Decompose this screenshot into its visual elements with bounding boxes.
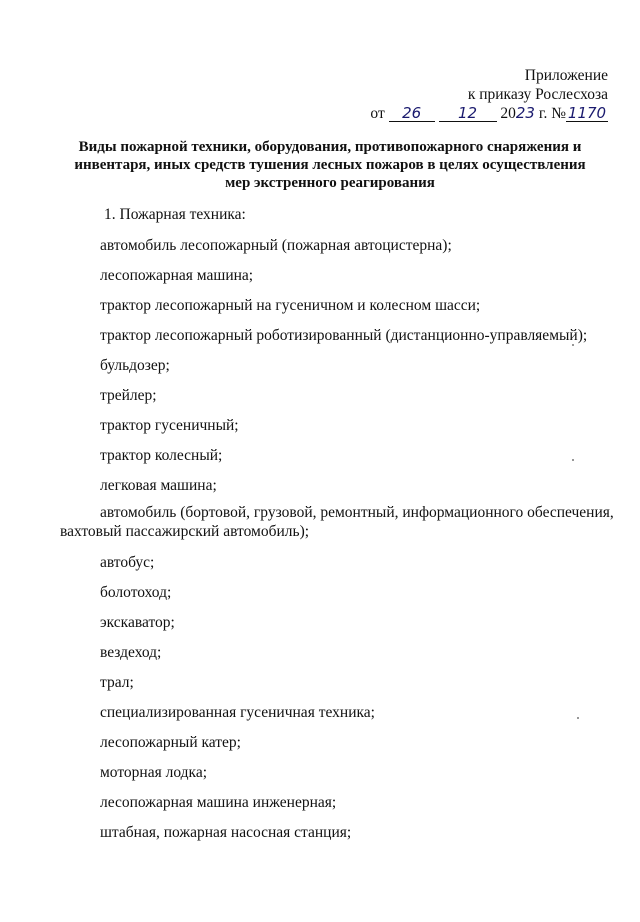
scan-speck [577, 717, 579, 719]
year-mark: г. № [538, 105, 566, 122]
list-item: специализированная гусеничная техника; [100, 704, 375, 721]
date-month-field [439, 106, 497, 122]
list-item: автобус; [100, 554, 155, 571]
list-item: бульдозер; [100, 357, 170, 374]
list-item: трейлер; [100, 387, 157, 404]
list-item-continuation: вахтовый пассажирский автомобиль); [60, 523, 310, 540]
order-date-line [370, 104, 608, 123]
order-number-field [566, 106, 608, 122]
document-title [60, 138, 600, 192]
title-line-1: Виды пожарной техники, оборудования, противопожарного снаряжения и [78, 139, 582, 155]
date-year: 2023 [500, 104, 535, 122]
list-item: моторная лодка; [100, 764, 208, 781]
list-item: автомобиль лесопожарный (пожарная автоцистерна); [100, 237, 452, 254]
section-heading: 1. Пожарная техника: [104, 206, 246, 223]
date-month: 12 [457, 104, 478, 122]
appendix-label: Приложение [524, 67, 608, 84]
list-item: легковая машина; [100, 477, 217, 494]
list-item: трактор лесопожарный на гусеничном и колесном шасси; [100, 297, 481, 314]
list-item: трал; [100, 674, 134, 691]
scan-speck [572, 344, 574, 346]
list-item: лесопожарная машина инженерная; [100, 794, 337, 811]
order-number: 1170 [567, 104, 607, 122]
list-item: автомобиль (бортовой, грузовой, ремонтный, информационного обеспечения, [100, 504, 614, 521]
list-item: лесопожарный катер; [100, 734, 241, 751]
list-item: трактор лесопожарный роботизированный (дистанционно-управляемый); [100, 327, 588, 344]
date-day-field [389, 106, 435, 122]
list-item: трактор колесный; [100, 447, 223, 464]
list-item: лесопожарная машина; [100, 267, 254, 284]
order-reference: к приказу Рослесхоза [467, 86, 608, 103]
list-item: трактор гусеничный; [100, 417, 239, 434]
list-item: болотоход; [100, 584, 172, 601]
date-prefix: от [370, 105, 385, 122]
list-item: экскаватор; [100, 614, 175, 631]
scan-speck [572, 459, 574, 461]
list-item: штабная, пожарная насосная станция; [100, 824, 352, 841]
title-line-2: инвентаря, иных средств тушения лесных пожаров в целях осуществления [74, 157, 586, 173]
title-line-3: мер экстренного реагирования [225, 175, 435, 191]
list-item: вездеход; [100, 644, 162, 661]
date-day: 26 [402, 104, 422, 122]
